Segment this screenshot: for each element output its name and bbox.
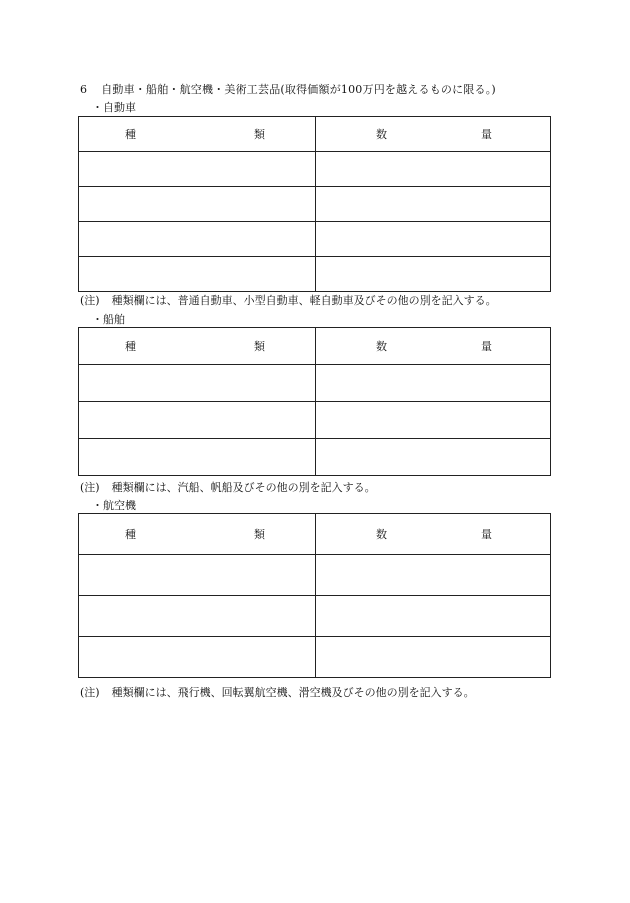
table-header-row <box>79 514 551 555</box>
aircraft-note <box>80 684 475 700</box>
section-number: 6 <box>80 83 88 96</box>
automobile-label: ・自動車 <box>92 101 136 114</box>
section-title: 自動車・船舶・航空機・美術工芸品(取得価額が100万円を越えるものに限る。) <box>101 83 496 96</box>
kind-cell[interactable] <box>79 555 316 596</box>
kind-cell[interactable] <box>79 439 316 476</box>
table-row <box>79 439 551 476</box>
kind-cell[interactable] <box>79 257 316 292</box>
ship-table <box>78 327 551 476</box>
table-header-row <box>79 328 551 365</box>
quantity-header: 数 量 <box>316 117 551 152</box>
kind-cell[interactable] <box>79 365 316 402</box>
ship-label: ・船舶 <box>92 313 125 326</box>
quantity-cell[interactable] <box>316 402 551 439</box>
kind-cell[interactable] <box>79 152 316 187</box>
quantity-cell[interactable] <box>316 439 551 476</box>
aircraft-label: ・航空機 <box>92 499 136 512</box>
note-mark: (注) <box>80 686 100 699</box>
note-mark: (注) <box>80 481 100 494</box>
note-text: 種類欄には、普通自動車、小型自動車、軽自動車及びその他の別を記入する。 <box>111 294 497 307</box>
automobile-table <box>78 116 551 292</box>
note-text: 種類欄には、汽船、帆船及びその他の別を記入する。 <box>111 481 376 494</box>
kind-cell[interactable] <box>79 596 316 637</box>
kind-header: 種 類 <box>79 328 316 365</box>
table-header-row <box>79 117 551 152</box>
section-heading <box>80 81 496 97</box>
table-row <box>79 402 551 439</box>
quantity-cell[interactable] <box>316 222 551 257</box>
automobile-note <box>80 292 497 308</box>
quantity-cell[interactable] <box>316 555 551 596</box>
table-row <box>79 152 551 187</box>
ship-note <box>80 479 376 495</box>
kind-cell[interactable] <box>79 637 316 678</box>
note-text: 種類欄には、飛行機、回転翼航空機、滑空機及びその他の別を記入する。 <box>111 686 475 699</box>
quantity-cell[interactable] <box>316 257 551 292</box>
aircraft-table <box>78 513 551 678</box>
quantity-cell[interactable] <box>316 596 551 637</box>
table-row <box>79 596 551 637</box>
kind-header: 種 類 <box>79 117 316 152</box>
table-row <box>79 187 551 222</box>
table-row <box>79 222 551 257</box>
kind-cell[interactable] <box>79 402 316 439</box>
kind-cell[interactable] <box>79 187 316 222</box>
table-row <box>79 555 551 596</box>
kind-header: 種 類 <box>79 514 316 555</box>
kind-cell[interactable] <box>79 222 316 257</box>
quantity-header: 数 量 <box>316 328 551 365</box>
quantity-cell[interactable] <box>316 187 551 222</box>
table-row <box>79 637 551 678</box>
quantity-cell[interactable] <box>316 365 551 402</box>
table-row <box>79 257 551 292</box>
quantity-cell[interactable] <box>316 637 551 678</box>
note-mark: (注) <box>80 294 100 307</box>
quantity-cell[interactable] <box>316 152 551 187</box>
table-row <box>79 365 551 402</box>
quantity-header: 数 量 <box>316 514 551 555</box>
